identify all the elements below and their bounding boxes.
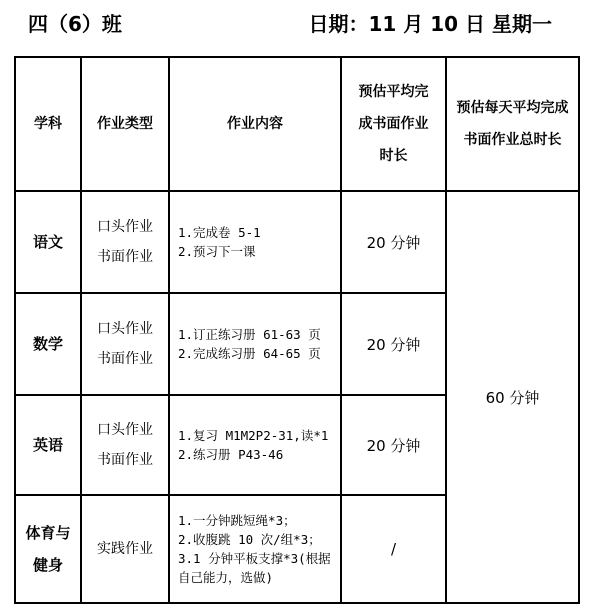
content-line: 2.预习下一课 (178, 244, 256, 259)
subject-line: 体育与 (25, 524, 71, 542)
content-line: 2.完成练习册 64-65 页 (178, 346, 321, 361)
content-line: 1.订正练习册 61-63 页 (178, 327, 321, 342)
type-line: 书面作业 (97, 249, 153, 265)
subject-cell: 数学 (15, 293, 81, 395)
type-line: 口头作业 (97, 321, 153, 337)
subject-cell: 英语 (15, 395, 81, 495)
homework-table (14, 56, 580, 604)
type-line: 口头作业 (97, 422, 153, 438)
header-avg-time (341, 57, 446, 191)
type-cell (81, 395, 169, 495)
date-line: 日期：11 月 10 日 星期一 (308, 12, 552, 36)
header-type: 作业类型 (81, 57, 169, 191)
content-line: 1.一分钟跳短绳*3； (178, 513, 296, 528)
subject-cell (15, 495, 81, 603)
subject-line: 健身 (32, 556, 63, 574)
header-daily-total-line: 书面作业总时长 (463, 132, 562, 148)
content-line: 1.复习 M1M2P2-31,读*1 (178, 428, 329, 443)
content-cell (169, 395, 341, 495)
header-daily-total-line: 预估每天平均完成 (456, 100, 569, 116)
type-cell (81, 293, 169, 395)
header-daily-total (446, 57, 579, 191)
table-row (15, 191, 579, 293)
content-cell (169, 293, 341, 395)
daily-total-cell: 60 分钟 (446, 191, 579, 603)
header-row (15, 57, 579, 191)
header-content: 作业内容 (169, 57, 341, 191)
duration-cell: 20 分钟 (341, 191, 446, 293)
type-line: 口头作业 (97, 219, 153, 235)
type-line: 书面作业 (97, 351, 153, 367)
content-line: 自己能力，选做) (178, 570, 274, 585)
type-cell: 实践作业 (81, 495, 169, 603)
type-cell (81, 191, 169, 293)
content-cell (169, 191, 341, 293)
duration-cell: / (341, 495, 446, 603)
content-line: 1.完成卷 5-1 (178, 225, 261, 240)
header-avg-time-line: 预估平均完 (358, 84, 429, 100)
type-line: 书面作业 (97, 452, 153, 468)
subject-cell: 语文 (15, 191, 81, 293)
header-avg-time-line: 时长 (379, 148, 408, 164)
duration-cell: 20 分钟 (341, 395, 446, 495)
content-line: 2.收腹跳 10 次/组*3； (178, 532, 321, 547)
class-name: 四（6）班 (28, 12, 122, 36)
content-line: 2.练习册 P43-46 (178, 447, 284, 462)
duration-cell: 20 分钟 (341, 293, 446, 395)
page-header (14, 8, 576, 44)
header-subject: 学科 (15, 57, 81, 191)
header-avg-time-line: 成书面作业 (358, 116, 429, 132)
content-cell (169, 495, 341, 603)
content-line: 3.1 分钟平板支撑*3(根据 (178, 551, 331, 566)
